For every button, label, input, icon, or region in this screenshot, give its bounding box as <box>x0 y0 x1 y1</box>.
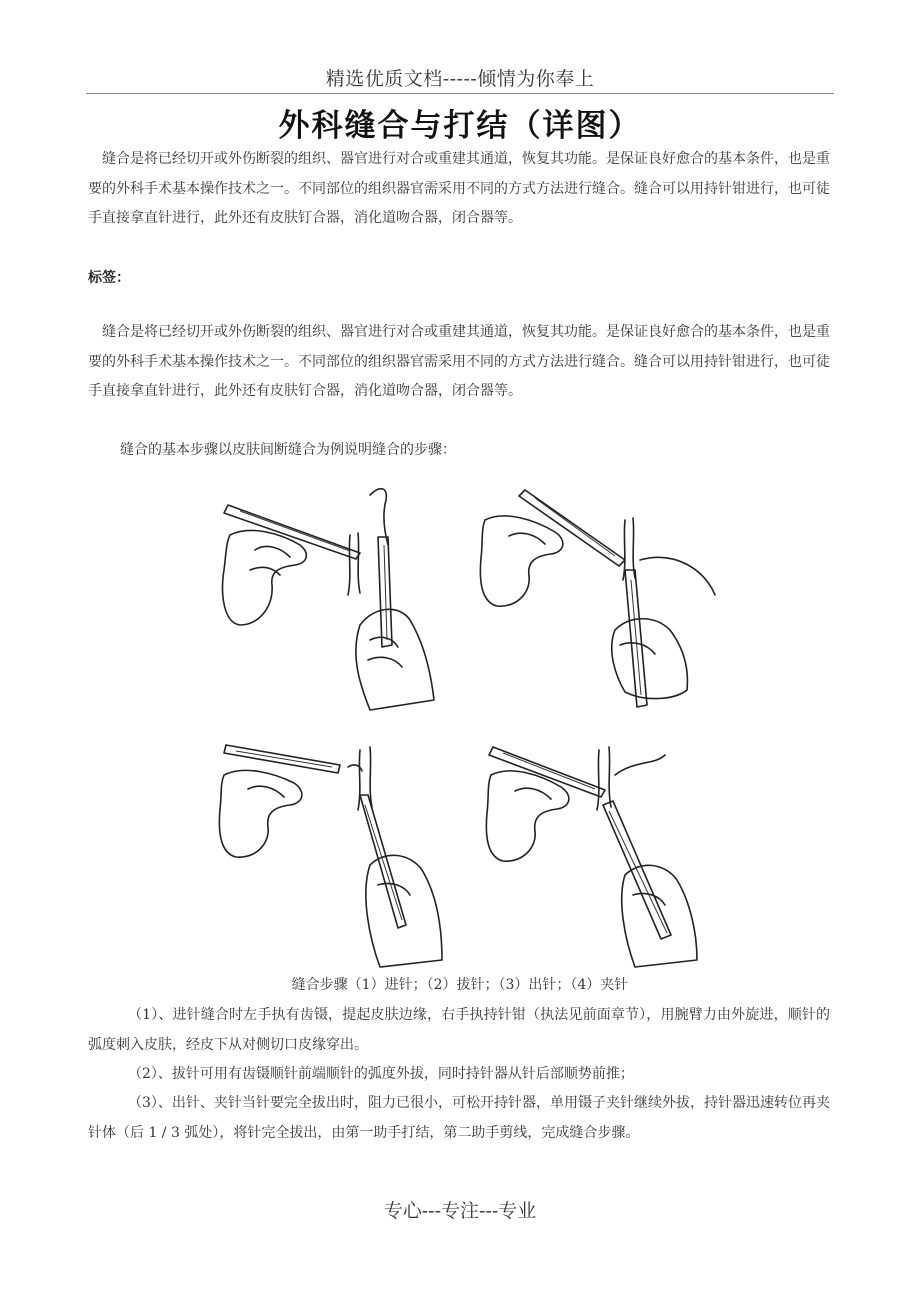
tags-label: 标签： <box>88 270 130 286</box>
page-footer: 专心---专注---专业 <box>383 1200 537 1222</box>
document-title: 外科缝合与打结（详图） <box>278 108 642 144</box>
illustration-panel-3 <box>210 735 460 975</box>
suture-steps-illustration <box>210 475 730 965</box>
steps-intro: 缝合的基本步骤以皮肤间断缝合为例说明缝合的步骤： <box>120 442 456 458</box>
illustration-panel-1 <box>210 475 460 715</box>
page-header: 精选优质文档-----倾情为你奉上 <box>325 68 595 90</box>
illustration-panel-4 <box>475 735 725 975</box>
header-divider <box>86 93 834 94</box>
figure-caption: 缝合步骤（1）进针；（2）拔针；（3）出针；（4）夹针 <box>291 977 629 993</box>
intro-paragraph-2: 缝合是将已经切开或外伤断裂的组织、器官进行对合或重建其通道，恢复其功能。是保证良好愈合的基本条件，也是重要的外科手术基本操作技术之一。不同部位的组织器官需采用不同的方式方法进行缝合。缝合可以用持针钳进行，也可徒手直接拿直针进行，此外还有皮肤钉合器，消化道吻合器，闭合器等。 <box>88 324 830 399</box>
illustration-panel-2 <box>475 480 725 720</box>
step-paragraph-2: （2）、拔针可用有齿镊顺针前端顺针的弧度外拔，同时持针器从针后部顺势前推； <box>128 1066 634 1082</box>
step-paragraph-1: （1）、进针缝合时左手执有齿镊，提起皮肤边缘，右手执持针钳（执法见前面章节），用腕臂力由外旋进，顺针的弧度刺入皮肤，经皮下从对侧切口皮缘穿出。 <box>88 1007 830 1053</box>
step-paragraph-3: （3）、出针、夹针当针要完全拔出时，阻力已很小，可松开持针器，单用镊子夹针继续外拔，持针器迅速转位再夹针体（后 1 / 3 弧处），将针完全拔出，由第一助手打结，第二助手剪线，完成缝合步骤。 <box>88 1095 830 1141</box>
intro-paragraph-1: 缝合是将已经切开或外伤断裂的组织、器官进行对合或重建其通道，恢复其功能。是保证良好愈合的基本条件，也是重要的外科手术基本操作技术之一。不同部位的组织器官需采用不同的方式方法进行缝合。缝合可以用持针钳进行，也可徒手直接拿直针进行，此外还有皮肤钉合器，消化道吻合器，闭合器等。 <box>88 151 830 226</box>
